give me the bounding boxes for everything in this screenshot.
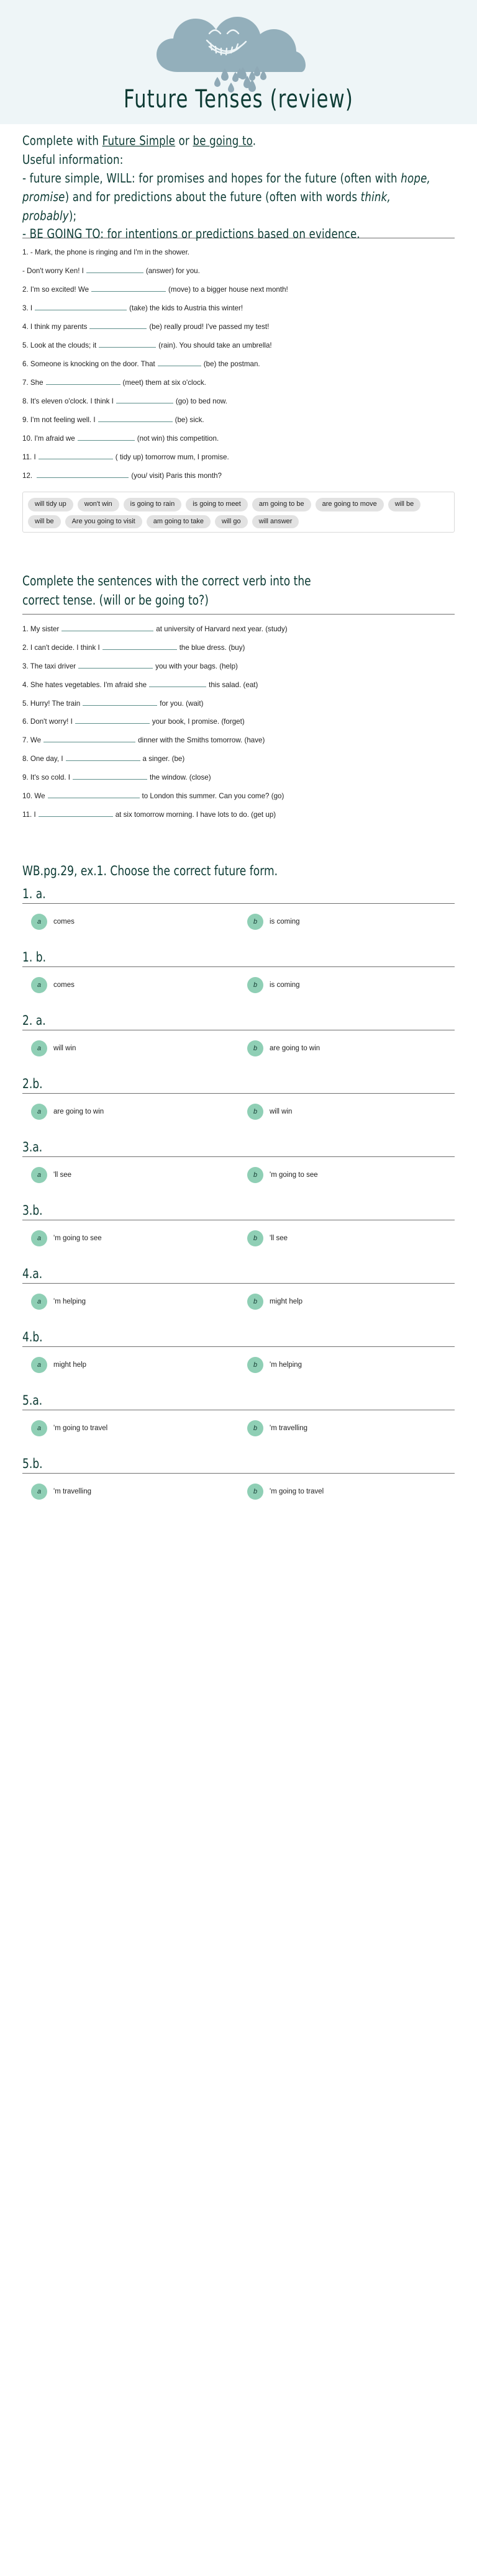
question-text-after: (take) the kids to Austria this winter! — [129, 304, 243, 313]
word-bank-chip[interactable]: will be — [28, 515, 61, 529]
answer-blank[interactable] — [78, 433, 135, 441]
answer-blank[interactable] — [39, 809, 113, 817]
mc-option-b-label: will win — [270, 1108, 293, 1116]
question-item — [22, 698, 455, 709]
answer-blank[interactable] — [66, 753, 140, 761]
question-number: 8. — [22, 755, 29, 763]
mc-option-b-label: is coming — [270, 981, 300, 989]
spacer — [0, 839, 477, 855]
mc-item-label: 1. b. — [22, 950, 47, 966]
mc-option-b-badge[interactable]: b — [247, 1167, 263, 1183]
useful-info-bullet-1 — [22, 170, 433, 226]
mc-option-a-badge[interactable]: a — [31, 977, 47, 993]
word-bank-chip[interactable]: will go — [215, 515, 248, 529]
question-item — [22, 642, 455, 654]
exercise-1-instruction — [22, 133, 433, 245]
mc-option-a-label: 'm going to travel — [53, 1425, 108, 1433]
question-text-before: I think my parents — [30, 323, 88, 331]
exercise-3-item-list — [22, 886, 455, 1510]
mc-option-b-label: 'm going to see — [270, 1171, 318, 1179]
mc-option-b[interactable] — [238, 1104, 455, 1120]
mc-option-a-badge[interactable]: a — [31, 1484, 47, 1500]
question-item — [22, 284, 455, 295]
question-text-after: dinner with the Smiths tomorrow. (have) — [138, 736, 265, 745]
mc-option-b-badge[interactable]: b — [247, 977, 263, 993]
question-item — [22, 414, 455, 426]
question-number: 6. — [22, 360, 29, 369]
mc-option-a-badge[interactable]: a — [31, 914, 47, 930]
question-item — [22, 623, 455, 635]
question-text-after: (you/ visit) Paris this month? — [131, 471, 222, 480]
divider — [22, 614, 455, 615]
mc-option-b[interactable] — [238, 914, 455, 930]
mc-option-row — [22, 1353, 455, 1383]
word-bank-chip[interactable]: will be — [388, 498, 421, 511]
question-text-before: I'm afraid we — [34, 435, 75, 443]
mc-option-b[interactable] — [238, 1167, 455, 1183]
question-text-before: It's eleven o'clock. I think I — [30, 397, 114, 406]
mc-option-b[interactable] — [238, 1357, 455, 1373]
question-item — [22, 772, 455, 783]
rain-cloud-icon — [0, 11, 477, 95]
instr-prefix: Complete with — [22, 134, 102, 149]
mc-option-a-badge[interactable]: a — [31, 1104, 47, 1120]
question-text-after: for you. (wait) — [160, 699, 204, 708]
question-item — [22, 660, 455, 672]
question-text-before: Look at the clouds; it — [30, 341, 97, 350]
question-number: 4. — [22, 323, 29, 331]
question-text-before: - Mark, the phone is ringing and I'm in the shower. — [30, 248, 190, 257]
mc-option-row — [22, 1037, 455, 1066]
mc-option-b-badge[interactable]: b — [247, 1230, 263, 1246]
question-text-after: (be) sick. — [175, 416, 204, 425]
worksheet-body — [0, 124, 477, 1546]
mc-option-row — [22, 973, 455, 1003]
question-number: 11. — [22, 811, 32, 819]
question-text-before: The taxi driver — [30, 662, 76, 670]
mc-option-a-badge[interactable]: a — [31, 1167, 47, 1183]
mc-option-a-label: will win — [53, 1045, 76, 1053]
question-number: 8. — [22, 397, 29, 406]
exercise-1-question-list — [22, 247, 455, 482]
bullet1-italic-1: hope, promise — [22, 171, 430, 205]
mc-option-row — [22, 1480, 455, 1510]
mc-option-b-label: is coming — [270, 918, 300, 926]
mc-option-a-label: 'm helping — [53, 1298, 86, 1306]
mc-option-b-badge[interactable]: b — [247, 1104, 263, 1120]
question-text-before: Hurry! The train — [30, 699, 81, 708]
question-text-before: - Don't worry Ken! I — [22, 267, 84, 276]
question-number: 1. — [22, 624, 29, 633]
question-item — [22, 302, 455, 314]
question-item — [22, 451, 455, 463]
instr-underline-1: Future Simple — [102, 134, 176, 149]
question-text-after: at six tomorrow morning. I have lots to do. (get up) — [115, 811, 276, 819]
bullet1-part-a: - future simple, WILL: for promises and hopes for the future (often with — [22, 171, 401, 186]
useful-info-label: Useful information: — [22, 153, 124, 168]
answer-blank[interactable] — [46, 377, 120, 385]
mc-option-row — [22, 1100, 455, 1130]
bullet1-italic-2: think, probably — [22, 190, 391, 223]
question-text-before: My sister — [30, 624, 60, 633]
mc-option-row — [22, 910, 455, 940]
question-text-before: I can't decide. I think I — [30, 643, 100, 652]
mc-option-b-label: are going to win — [270, 1045, 320, 1053]
question-item — [22, 395, 455, 407]
exercise-2-instruction-line-1: Complete the sentences with the correct verb into the — [22, 574, 311, 590]
word-bank-chip[interactable]: are going to move — [316, 498, 384, 511]
mc-option-b-badge[interactable]: b — [247, 1294, 263, 1310]
mc-option-b-label: 'm going to travel — [270, 1488, 324, 1496]
answer-blank[interactable] — [158, 358, 201, 366]
question-item — [22, 734, 455, 746]
mc-option-a[interactable] — [22, 1357, 238, 1373]
question-text-after: this salad. (eat) — [209, 680, 258, 689]
question-item — [22, 321, 455, 333]
exercise-1 — [11, 124, 466, 547]
mc-item-label: 4.a. — [22, 1266, 43, 1282]
bullet1-part-b: ) and for predictions about the future (often with words — [65, 190, 361, 205]
question-item — [22, 340, 455, 351]
mc-option-b[interactable] — [238, 977, 455, 993]
instr-underline-2: be going to — [193, 134, 253, 149]
mc-option-b-label: might help — [270, 1298, 303, 1306]
mc-option-b[interactable] — [238, 1484, 455, 1500]
divider — [22, 1283, 455, 1284]
mc-option-a-badge[interactable]: a — [31, 1040, 47, 1056]
question-item — [22, 716, 455, 727]
exercise-2-instruction-line-2: correct tense. (will or be going to?) — [22, 593, 209, 609]
exercise-2-instruction — [22, 572, 433, 611]
question-number: 1. — [22, 248, 29, 257]
question-text-after: the window. (close) — [149, 773, 211, 782]
mc-option-a-label: comes — [53, 981, 75, 989]
question-item — [22, 247, 455, 258]
answer-blank[interactable] — [48, 790, 140, 798]
mc-option-row — [22, 1416, 455, 1446]
word-bank-chip[interactable]: am going to be — [252, 498, 311, 511]
question-text-before: Someone is knocking on the door. That — [30, 360, 155, 369]
question-item — [22, 433, 455, 444]
question-text-before: I'm not feeling well. I — [30, 416, 96, 425]
question-text-before: She — [30, 379, 43, 387]
answer-blank[interactable] — [91, 284, 166, 292]
question-item — [22, 358, 455, 370]
question-text-after: (meet) them at six o'clock. — [122, 379, 206, 387]
spacer — [0, 547, 477, 564]
mc-option-a[interactable] — [22, 1294, 238, 1310]
exercise-3 — [11, 855, 466, 1521]
word-bank-chip[interactable]: is going to meet — [186, 498, 248, 511]
question-number: 11. — [22, 453, 32, 461]
question-text-after: (answer) for you. — [145, 267, 200, 276]
question-text-after: (rain). You should take an umbrella! — [158, 341, 272, 350]
question-number: 3. — [22, 662, 29, 670]
mc-item-label: 5.b. — [22, 1456, 43, 1472]
question-text-after: (be) really proud! I've passed my test! — [149, 323, 270, 331]
answer-blank[interactable] — [37, 470, 129, 478]
mc-option-b-label: 'm helping — [270, 1361, 302, 1369]
question-text-after: to London this summer. Can you come? (go) — [142, 792, 284, 801]
answer-blank[interactable] — [149, 679, 206, 687]
mc-option-b[interactable] — [238, 1040, 455, 1056]
mc-option-b[interactable] — [238, 1420, 455, 1436]
answer-blank[interactable] — [102, 642, 177, 650]
question-text-before: I — [34, 811, 36, 819]
mc-option-a[interactable] — [22, 1104, 238, 1120]
question-text-after: at university of Harvard next year. (study) — [156, 624, 288, 633]
answer-blank[interactable] — [98, 414, 173, 422]
mc-option-a-badge[interactable]: a — [31, 1230, 47, 1246]
mc-option-a[interactable] — [22, 1040, 238, 1056]
question-number: 3. — [22, 304, 29, 313]
answer-blank[interactable] — [75, 716, 150, 724]
question-text-after: your book, I promise. (forget) — [152, 718, 245, 726]
question-item — [22, 790, 455, 802]
mc-option-a-badge[interactable]: a — [31, 1357, 47, 1373]
divider — [22, 1156, 455, 1157]
question-text-before: I — [30, 304, 33, 313]
instr-mid: or — [175, 134, 193, 149]
mc-item-label: 2. a. — [22, 1013, 46, 1029]
question-text-before: It's so cold. I — [30, 773, 70, 782]
mc-option-b-label: 'll see — [270, 1235, 288, 1243]
answer-blank[interactable] — [99, 340, 156, 348]
answer-blank[interactable] — [43, 734, 135, 742]
mc-option-b[interactable] — [238, 1230, 455, 1246]
question-number: 7. — [22, 379, 29, 387]
answer-blank[interactable] — [83, 698, 157, 706]
mc-option-b-badge[interactable]: b — [247, 1357, 263, 1373]
mc-option-a-label: might help — [53, 1361, 87, 1369]
question-text-before: Don't worry! I — [30, 718, 73, 726]
question-text-before: We — [34, 792, 45, 801]
word-bank-chip[interactable]: will answer — [252, 515, 299, 529]
exercise-3-heading: WB.pg.29, ex.1. Choose the correct future form. — [22, 863, 278, 880]
mc-option-a[interactable] — [22, 914, 238, 930]
word-bank-chip[interactable]: Are you going to visit — [65, 515, 142, 529]
question-number: 7. — [22, 736, 29, 745]
mc-option-b-badge[interactable]: b — [247, 1484, 263, 1500]
answer-blank[interactable] — [78, 660, 153, 669]
answer-blank[interactable] — [39, 451, 113, 459]
mc-item-label: 2.b. — [22, 1076, 43, 1092]
question-item — [22, 679, 455, 691]
question-number: 5. — [22, 341, 29, 350]
question-item — [22, 753, 455, 765]
question-item — [22, 377, 455, 389]
question-item — [22, 265, 455, 277]
mc-item-label: 4.b. — [22, 1330, 43, 1346]
exercise-2 — [11, 564, 466, 839]
mc-option-row — [22, 1227, 455, 1256]
question-number: 9. — [22, 773, 29, 782]
question-text-before: I — [34, 453, 36, 461]
answer-blank[interactable] — [73, 772, 147, 780]
question-number: 2. — [22, 286, 29, 294]
mc-option-a[interactable] — [22, 1420, 238, 1436]
mc-option-a[interactable] — [22, 1484, 238, 1500]
word-bank — [22, 492, 455, 533]
mc-option-a[interactable] — [22, 977, 238, 993]
mc-option-a-badge[interactable]: a — [31, 1420, 47, 1436]
word-bank-chip[interactable]: won't win — [78, 498, 119, 511]
answer-blank[interactable] — [116, 395, 173, 403]
divider — [22, 1346, 455, 1347]
divider — [22, 966, 455, 967]
instr-suffix: . — [252, 134, 257, 149]
question-number: 12. — [22, 471, 33, 480]
mc-option-b-badge[interactable]: b — [247, 1040, 263, 1056]
question-text-after: (move) to a bigger house next month! — [168, 286, 288, 294]
question-text-after: ( tidy up) tomorrow mum, I promise. — [115, 453, 229, 461]
question-text-before: She hates vegetables. I'm afraid she — [30, 680, 147, 689]
question-text-after: a singer. (be) — [142, 755, 185, 763]
question-text-after: you with your bags. (help) — [155, 662, 238, 670]
mc-item-label: 3.a. — [22, 1140, 43, 1156]
mc-option-a[interactable] — [22, 1167, 238, 1183]
question-number: 10. — [22, 792, 33, 801]
mc-option-a-label: 'm travelling — [53, 1488, 91, 1496]
mc-option-a-label: 'm going to see — [53, 1235, 102, 1243]
mc-item-label: 1. a. — [22, 886, 46, 903]
question-text-after: (not win) this competition. — [137, 435, 219, 443]
bullet1-part-c: ); — [68, 209, 77, 223]
word-bank-chip[interactable]: will tidy up — [28, 498, 73, 511]
question-number: 6. — [22, 718, 29, 726]
mc-item-label: 3.b. — [22, 1203, 43, 1219]
mc-option-a-label: 'll see — [53, 1171, 72, 1179]
question-item — [22, 809, 455, 821]
useful-info-bullet-2: - BE GOING TO: for intentions or predictions based on evidence. — [22, 227, 360, 242]
mc-option-a[interactable] — [22, 1230, 238, 1246]
answer-blank[interactable] — [35, 302, 127, 310]
question-number: 10. — [22, 435, 33, 443]
question-text-after: (be) the postman. — [203, 360, 260, 369]
divider — [22, 1473, 455, 1474]
question-number: 2. — [22, 643, 29, 652]
question-text-before: One day, I — [30, 755, 63, 763]
question-number: 5. — [22, 699, 29, 708]
mc-option-b-badge[interactable]: b — [247, 1420, 263, 1436]
word-bank-chip[interactable]: am going to take — [147, 515, 211, 529]
mc-option-row — [22, 1163, 455, 1193]
mc-option-b-badge[interactable]: b — [247, 914, 263, 930]
mc-option-a-badge[interactable]: a — [31, 1294, 47, 1310]
question-text-after: the blue dress. (buy) — [179, 643, 245, 652]
divider — [22, 903, 455, 904]
mc-option-a-label: are going to win — [53, 1108, 104, 1116]
mc-option-b[interactable] — [238, 1294, 455, 1310]
answer-blank[interactable] — [61, 623, 153, 631]
question-text-before: I'm so excited! We — [30, 286, 89, 294]
word-bank-chip[interactable]: is going to rain — [124, 498, 182, 511]
question-text-before: We — [30, 736, 42, 745]
worksheet-header — [0, 0, 477, 124]
mc-item-label: 5.a. — [22, 1393, 43, 1409]
exercise-2-question-list — [22, 623, 455, 821]
page-title: Future Tenses (review) — [124, 84, 353, 114]
answer-blank[interactable] — [86, 265, 143, 273]
question-number: 4. — [22, 680, 29, 689]
mc-option-b-label: 'm travelling — [270, 1425, 307, 1433]
mc-option-a-label: comes — [53, 918, 75, 926]
answer-blank[interactable] — [89, 321, 147, 329]
question-text-after: (go) to bed now. — [175, 397, 228, 406]
question-number: 9. — [22, 416, 29, 425]
question-item — [22, 470, 455, 482]
mc-option-row — [22, 1290, 455, 1320]
divider — [22, 1093, 455, 1094]
